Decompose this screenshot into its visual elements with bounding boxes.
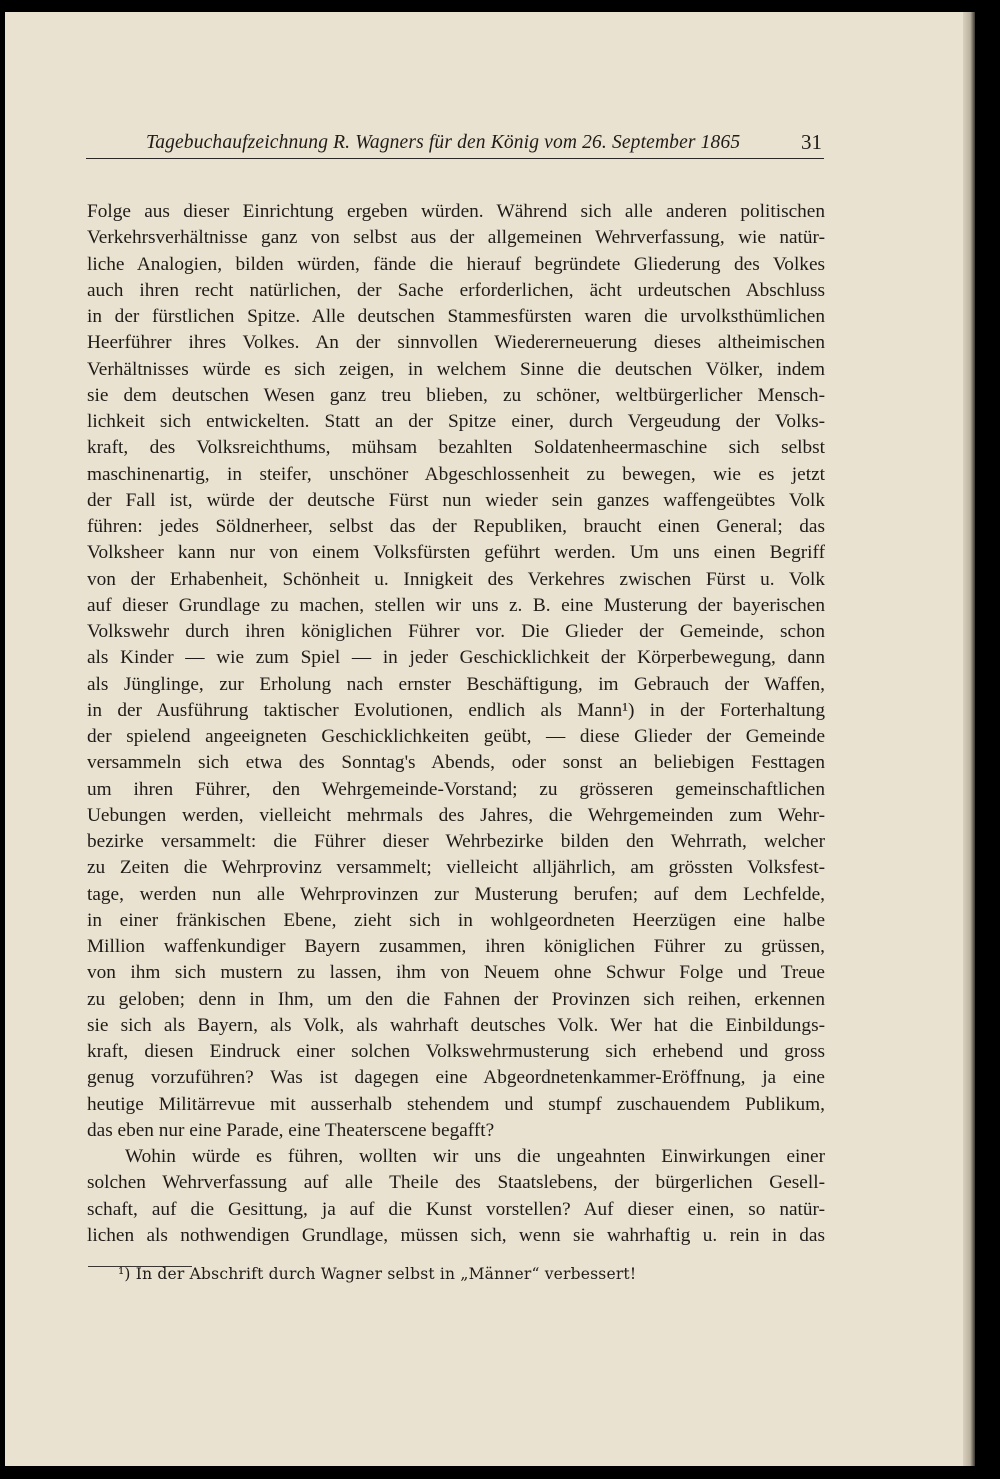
text-line: zu geloben; denn in Ihm, um den die Fahnen der Provinzen sich reihen, erkennen (87, 988, 825, 1010)
text-line: Verhältnisses würde es sich zeigen, in welchem Sinne die deutschen Völker, indem (87, 358, 825, 380)
text-line: genug vorzuführen? Was ist dagegen eine Abgeordnetenkammer-Eröffnung, ja eine (87, 1067, 825, 1089)
text-line: auf dieser Grundlage zu machen, stellen wir uns z. B. eine Musterung der bayerischen (87, 594, 825, 616)
text-line: zu Zeiten die Wehrprovinz versammelt; vielleicht alljährlich, am grössten Volksfest- (87, 857, 825, 879)
text-line: das eben nur eine Parade, eine Theaterscene begafft? (87, 1119, 495, 1141)
text-line: tage, werden nun alle Wehrprovinzen zur Musterung berufen; auf dem Lechfelde, (87, 883, 825, 905)
text-line: kraft, des Volksreichthums, mühsam bezahlten Soldatenheermaschine sich selbst (87, 437, 825, 459)
body-text (87, 199, 825, 1249)
text-line: Volksheer kann nur von einem Volksfürsten geführt werden. Um uns einen Begriff (87, 542, 825, 564)
text-line: liche Analogien, bilden würden, fände die hierauf begründete Gliederung des Volkes (87, 253, 825, 275)
footnote: ¹) In der Abschrift durch Wagner selbst in „Männer“ verbessert! (118, 1265, 637, 1283)
page-number: 31 (801, 130, 822, 154)
text-line: lichkeit sich entwickelten. Statt an der Spitze einer, durch Vergeudung der Volks- (87, 411, 825, 432)
text-line: Uebungen werden, vielleicht mehrmals des Jahres, die Wehrgemeinden zum Wehr- (87, 804, 825, 826)
text-line: der spielend angeeigneten Geschicklichkeiten geübt, — diese Glieder der Gemeinde (87, 726, 825, 747)
running-head-title: Tagebuchaufzeichnung R. Wagners für den König vom 26. September 1865 (146, 132, 741, 153)
text-line: Volkswehr durch ihren königlichen Führer vor. Die Glieder der Gemeinde, schon (87, 621, 825, 642)
text-line: als Jünglinge, zur Erholung nach ernster Beschäftigung, im Gebrauch der Waffen, (87, 673, 825, 695)
text-line: Heerführer ihres Volkes. An der sinnvollen Wiedererneuerung dieses altheimischen (87, 332, 825, 354)
text-line: Verkehrsverhältnisse ganz von selbst aus der allgemeinen Wehrverfassung, wie natür- (87, 227, 825, 249)
text-line: Folge aus dieser Einrichtung ergeben würden. Während sich alle anderen politischen (87, 201, 825, 222)
text-line: der Fall ist, würde der deutsche Fürst nun wieder sein ganzes waffengeübtes Volk (87, 489, 825, 511)
text-line: führen: jedes Söldnerheer, selbst das der Republiken, braucht einen General; das (87, 516, 825, 537)
text-line: in einer fränkischen Ebene, zieht sich in wohlgeordneten Heerzügen eine halbe (87, 909, 825, 931)
text-line: als Kinder — wie zum Spiel — in jeder Geschicklichkeit der Körperbewegung, dann (87, 647, 825, 669)
text-line: schaft, auf die Gesittung, ja auf die Kunst vorstellen? Auf dieser einen, so natür- (87, 1198, 825, 1220)
text-line: von der Erhabenheit, Schönheit u. Innigkeit des Verkehres zwischen Fürst u. Volk (87, 568, 825, 590)
text-line: sie sich als Bayern, als Volk, als wahrhaft deutsches Volk. Wer hat die Einbildungs- (87, 1014, 825, 1036)
page-edge (963, 12, 975, 1466)
text-line: versammeln sich etwa des Sonntag's Abends, oder sonst an beliebigen Festtagen (87, 752, 825, 774)
text-line: bezirke versammelt: die Führer dieser Wehrbezirke bilden den Wehrrath, welcher (87, 831, 825, 852)
text-line: auch ihren recht natürlichen, der Sache erforderlichen, ächt urdeutschen Abschluss (87, 279, 825, 301)
text-line: maschinenartig, in steifer, unschöner Abgeschlossenheit zu bewegen, wie es jetzt (87, 463, 825, 485)
text-line: in der fürstlichen Spitze. Alle deutschen Stammesfürsten waren die urvolksthümlichen (87, 306, 825, 327)
text-line: Million waffenkundiger Bayern zusammen, ihren königlichen Führer zu grüssen, (87, 936, 825, 957)
running-head (86, 128, 824, 159)
text-line: um ihren Führer, den Wehrgemeinde-Vorstand; zu grösseren gemeinschaftlichen (87, 778, 825, 800)
text-line: lichen als nothwendigen Grundlage, müssen sich, wenn sie wahrhaftig u. rein in das (87, 1224, 825, 1246)
text-line: sie dem deutschen Wesen ganz treu blieben, zu schöner, weltbürgerlicher Mensch- (87, 384, 825, 406)
text-line: in der Ausführung taktischer Evolutionen, endlich als Mann¹) in der Forterhaltung (87, 699, 825, 721)
text-line: kraft, diesen Eindruck einer solchen Volkswehrmusterung sich erhebend und gross (87, 1041, 825, 1062)
text-line: Wohin würde es führen, wollten wir uns die ungeahnten Einwirkungen einer (125, 1146, 825, 1167)
text-line: solchen Wehrverfassung auf alle Theile des Staatslebens, der bürgerlichen Gesell- (87, 1172, 825, 1194)
text-line: heutige Militärrevue mit ausserhalb stehendem und stumpf zuschauendem Publikum, (87, 1093, 825, 1115)
text-line: von ihm sich mustern zu lassen, ihm von Neuem ohne Schwur Folge und Treue (87, 962, 825, 984)
